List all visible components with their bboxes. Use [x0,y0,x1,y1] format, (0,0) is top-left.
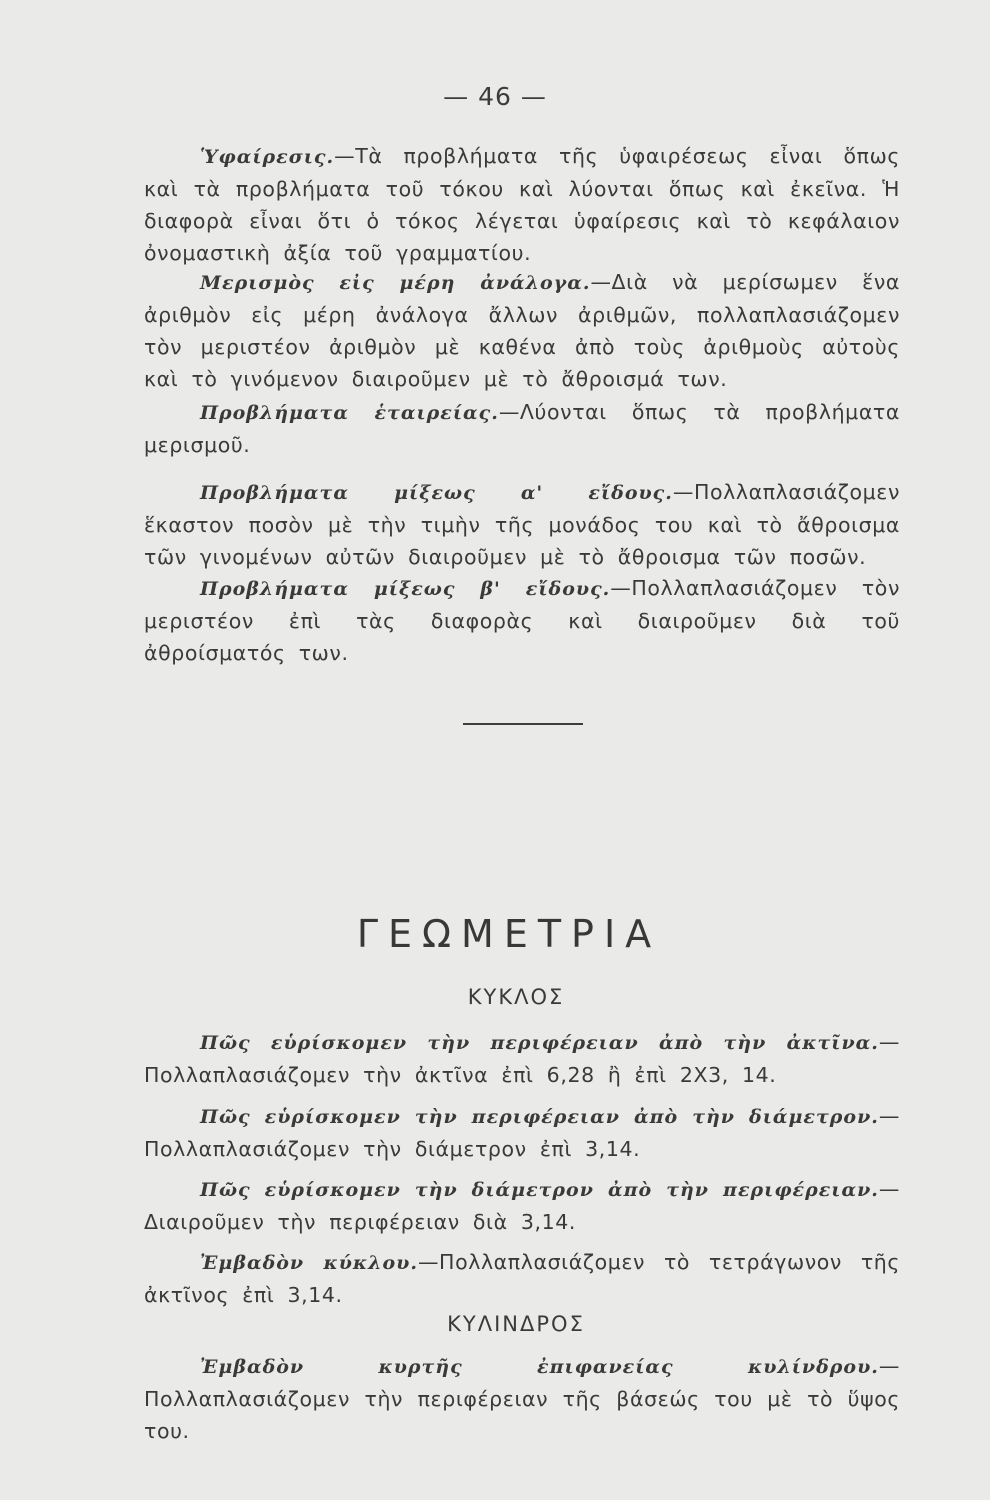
paragraph-lead: Ἐμβαδὸν κυρτῆς ἐπιφανείας κυλίνδρου. [200,1356,879,1378]
section-divider [463,723,583,725]
paragraph-cylinder-lateral-area [144,1350,900,1447]
paragraph-lead: Μερισμὸς εἰς μέρη ἀνάλογα. [200,272,591,294]
paragraph-circumference-from-radius [144,1026,900,1091]
paragraph-text: —Τὰ προβλήματα τῆς ὑφαιρέσεως εἶναι ὅπως καὶ τὰ προβλήματα τοῦ τόκου καὶ λύονται ὅπως καὶ ἐκεῖνα. Ἡ διαφορὰ εἶναι ὅτι ὁ τόκος λέγεται ὑφαίρεσις καὶ τὸ κεφάλαιον ὀνομαστικὴ ἀξία τοῦ γραμματίου. [144,144,900,265]
section-title-geometry: ΓΕΩΜΕΤΡΙΑ [356,912,662,956]
paragraph-lead: Προβλήματα μίξεως α' εἴδους. [200,482,673,504]
paragraph-text: —Λύονται ὅπως τὰ προβλήματα μερισμοῦ. [144,400,900,457]
paragraph-text: —Πολλαπλασιάζομεν ἕκαστον ποσὸν μὲ τὴν τιμὴν τῆς μονάδος του καὶ τὸ ἄθροισμα τῶν γινομένων αὐτῶν διαιροῦμεν μὲ τὸ ἄθροισμα τῶν ποσῶν. [144,480,900,569]
paragraph-text: —Διὰ νὰ μερίσωμεν ἕνα ἀριθμὸν εἰς μέρη ἀνάλογα ἄλλων ἀριθμῶν, πολλαπλασιάζομεν τὸν μεριστέον ἀριθμὸν μὲ καθένα ἀπὸ τοὺς ἀριθμοὺς αὐτοὺς καὶ τὸ γινόμενον διαιροῦμεν μὲ τὸ ἄθροισμά των. [144,270,900,391]
page-number: — 46 — [443,82,547,111]
paragraph-partnership-problems [144,396,900,461]
subsection-title-circle: ΚΥΚΛΟΣ [467,985,565,1009]
paragraph-text: —Πολλαπλασιάζομεν τὸν μεριστέον ἐπὶ τὰς διαφορὰς καὶ διαιροῦμεν διὰ τοῦ ἀθροίσματός των. [144,576,900,665]
paragraph-text: —Διαιροῦμεν τὴν περιφέρειαν διὰ 3,14. [144,1177,900,1234]
paragraph-text: —Πολλαπλασιάζομεν τὸ τετράγωνον τῆς ἀκτῖνος ἐπὶ 3,14. [144,1250,901,1307]
paragraph-lead: Προβλήματα μίξεως β' εἴδους. [200,578,611,600]
paragraph-circumference-from-diameter [144,1100,900,1165]
subsection-title-cylinder: ΚΥΛΙΝΔΡΟΣ [447,1312,585,1336]
paragraph-text: —Πολλαπλασιάζομεν τὴν ἀκτῖνα ἐπὶ 6,28 ἢ ἐπὶ 2Χ3, 14. [144,1030,900,1087]
paragraph-mixture-second-kind [144,572,900,669]
paragraph-lead: Ἐμβαδὸν κύκλου. [200,1252,418,1274]
paragraph-subtraction [144,140,900,269]
paragraph-text: —Πολλαπλασιάζομεν τὴν διάμετρον ἐπὶ 3,14. [144,1104,900,1161]
paragraph-lead: Προβλήματα ἑταιρείας. [200,402,499,424]
paragraph-lead: Πῶς εὑρίσκομεν τὴν διάμετρον ἀπὸ τὴν περιφέρειαν. [200,1179,879,1201]
paragraph-lead: Ὑφαίρεσις. [200,146,335,168]
paragraph-proportional-division [144,266,900,395]
paragraph-text: —Πολλαπλασιάζομεν τὴν περιφέρειαν τῆς βάσεώς του μὲ τὸ ὕψος του. [144,1354,900,1443]
paragraph-mixture-first-kind [144,476,900,573]
paragraph-lead: Πῶς εὑρίσκομεν τὴν περιφέρειαν ἀπὸ τὴν διάμετρον. [200,1106,879,1128]
paragraph-circle-area [144,1246,900,1311]
paragraph-lead: Πῶς εὑρίσκομεν τὴν περιφέρειαν ἀπὸ τὴν ἀκτῖνα. [200,1032,879,1054]
paragraph-diameter-from-circumference [144,1173,900,1238]
